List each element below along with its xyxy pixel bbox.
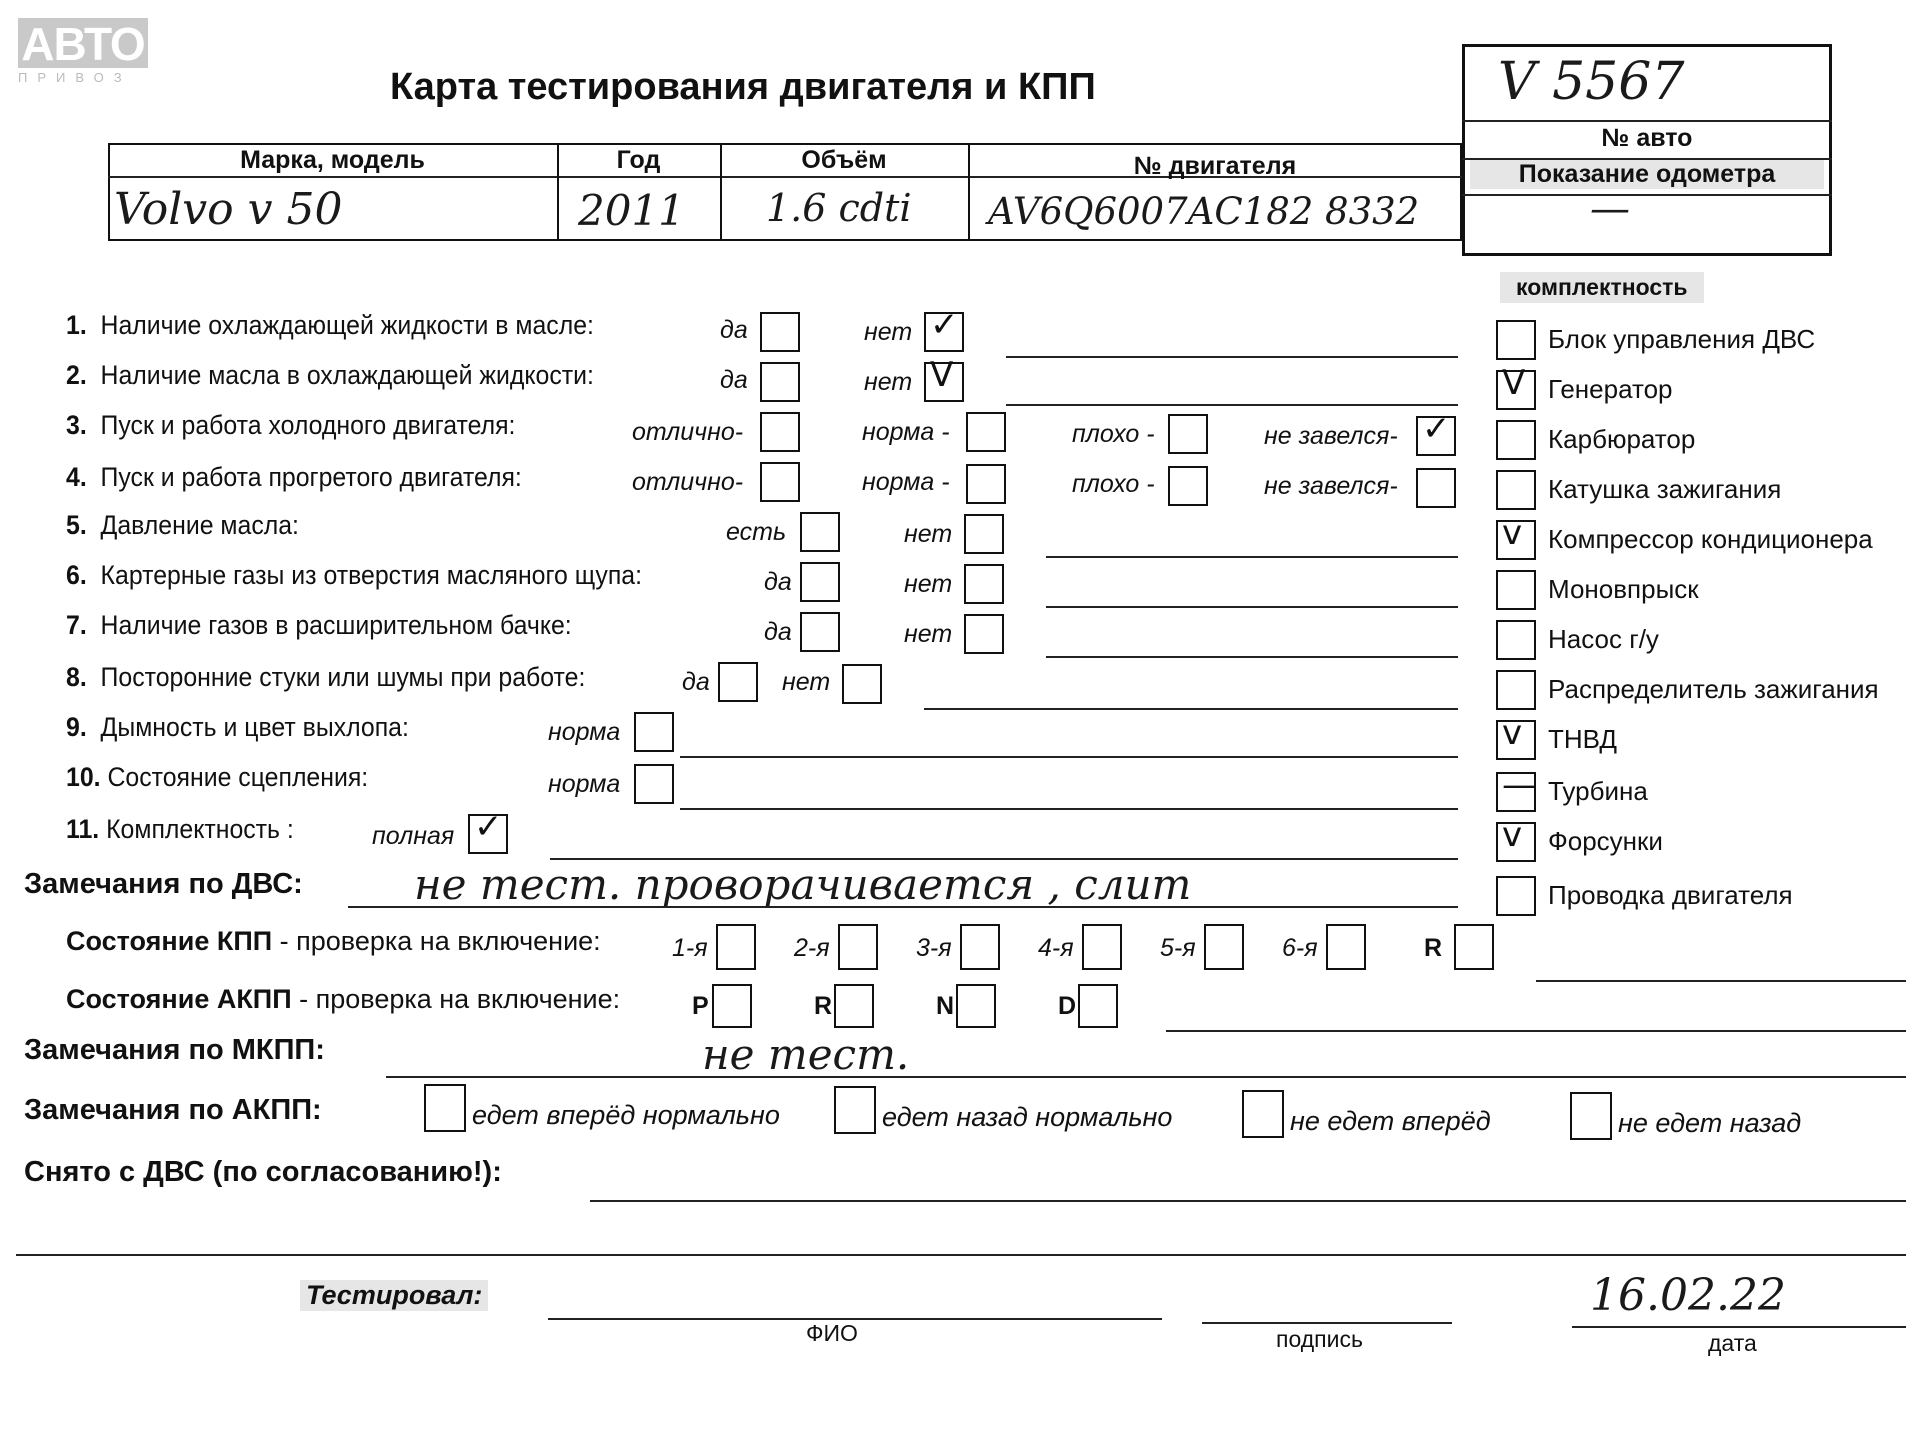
item-6 [66, 560, 642, 591]
completeness-checkbox[interactable] [1496, 765, 1536, 812]
item-number: 8. [66, 662, 87, 692]
date-label: дата [1708, 1330, 1757, 1356]
item-7-yes-checkbox[interactable] [800, 612, 840, 652]
completeness-checkbox[interactable] [1496, 320, 1536, 360]
comment-line[interactable] [1006, 356, 1458, 358]
item-label: Посторонние стуки или шумы при работе: [100, 662, 586, 692]
akpp-mode-label: P [692, 992, 709, 1020]
item-5-no-checkbox[interactable] [964, 514, 1004, 554]
completeness-item-label: Карбюратор [1548, 424, 1696, 454]
item-2 [66, 360, 594, 391]
option-label: да [720, 316, 748, 344]
item-number: 1. [66, 310, 87, 340]
remarks-engine-line[interactable] [348, 906, 1458, 908]
akpp-mode-checkbox[interactable] [956, 984, 996, 1028]
comment-line[interactable] [1046, 556, 1458, 558]
gear-checkbox[interactable] [960, 924, 1000, 970]
completeness-checkbox[interactable] [1496, 513, 1536, 560]
signature-line[interactable] [1202, 1322, 1452, 1324]
divider [1462, 194, 1832, 196]
item-3-bad-checkbox[interactable] [1168, 414, 1208, 454]
akpp-mode-checkbox[interactable] [1078, 984, 1118, 1028]
remarks-mkpp-label: Замечания по МКПП: [24, 1034, 325, 1066]
signature-label: подпись [1276, 1326, 1363, 1352]
akpp-label [66, 984, 620, 1015]
gear-checkbox[interactable] [1082, 924, 1122, 970]
completeness-item-label: Генератор [1548, 374, 1673, 404]
tested-by-label: Тестировал: [300, 1280, 488, 1311]
item-1 [66, 310, 594, 341]
item-label: Картерные газы из отверстия масляного щупа: [100, 560, 643, 590]
item-number: 9. [66, 712, 87, 742]
akpp-label-bold: Состояние АКПП [66, 984, 292, 1014]
gear-label: 6-я [1282, 934, 1318, 962]
item-number: 4. [66, 462, 87, 492]
item-5-yes-checkbox[interactable] [800, 512, 840, 552]
check-mark: V [1502, 363, 1526, 403]
completeness-item-label: Блок управления ДВС [1548, 324, 1816, 354]
item-1-yes-checkbox[interactable] [760, 312, 800, 352]
divider [1462, 120, 1832, 122]
item-11-full-checkbox[interactable] [468, 807, 508, 854]
akpp-backward-ok-label: едет назад нормально [882, 1102, 1173, 1132]
item-1-no-checkbox[interactable] [924, 305, 964, 352]
item-11 [66, 814, 294, 845]
option-label: нет [864, 318, 913, 346]
completeness-checkbox[interactable] [1496, 363, 1536, 410]
check-mark: ✓ [474, 807, 503, 847]
completeness-checkbox[interactable] [1496, 713, 1536, 760]
col-header-volume: Объём [801, 146, 887, 174]
value-year: 2011 [578, 186, 685, 235]
option-label: норма [548, 770, 621, 798]
option-label: нет [782, 668, 831, 696]
item-3 [66, 410, 515, 441]
check-mark: v [1502, 713, 1523, 753]
item-label: Наличие газов в расширительном бачке: [100, 610, 572, 640]
option-label: да [764, 568, 792, 596]
item-4-excellent-checkbox[interactable] [760, 462, 800, 502]
option-label: нет [904, 520, 953, 548]
completeness-item-label: Турбина [1548, 776, 1648, 806]
option-label: норма [548, 718, 621, 746]
item-4 [66, 462, 522, 493]
kpp-line[interactable] [1536, 980, 1906, 982]
gear-label: 3-я [916, 934, 952, 962]
item-7-no-checkbox[interactable] [964, 614, 1004, 654]
item-number: 6. [66, 560, 87, 590]
option-label: нет [904, 620, 953, 648]
item-label: Наличие охлаждающей жидкости в масле: [100, 310, 594, 340]
completeness-item-label: ТНВД [1548, 724, 1618, 754]
fio-label: ФИО [806, 1320, 858, 1346]
value-model: Volvo v 50 [114, 184, 343, 235]
item-8 [66, 662, 585, 693]
check-mark: V [930, 355, 954, 395]
comment-line[interactable] [680, 756, 1458, 758]
item-8-yes-checkbox[interactable] [718, 662, 758, 702]
option-label: не завелся- [1264, 472, 1398, 500]
kpp-label-rest: - проверка на включение: [272, 926, 601, 956]
comment-line[interactable] [1046, 656, 1458, 658]
item-label: Наличие масла в охлаждающей жидкости: [100, 360, 594, 390]
akpp-label-rest: - проверка на включение: [291, 984, 621, 1014]
check-mark: v [1502, 513, 1523, 553]
check-mark: ✓ [930, 305, 959, 345]
logo: АВТО [18, 18, 148, 68]
akpp-mode-label: N [936, 992, 955, 1020]
akpp-no-backward-checkbox[interactable] [1570, 1092, 1612, 1140]
akpp-line[interactable] [1166, 1030, 1906, 1032]
item-7 [66, 610, 572, 641]
completeness-item-label: Форсунки [1548, 826, 1663, 856]
col-header-model: Марка, модель [240, 146, 425, 174]
gear-label: 5-я [1160, 934, 1196, 962]
akpp-mode-label: D [1058, 992, 1077, 1020]
item-number: 10. [66, 762, 101, 792]
col-header-engine-number: № двигателя [1133, 152, 1297, 180]
option-label: плохо - [1072, 470, 1155, 498]
value-engine-number: AV6Q6007AC182 8332 [988, 190, 1420, 233]
item-10-normal-checkbox[interactable] [634, 764, 674, 804]
kpp-label [66, 926, 601, 957]
car-number-label: № авто [1601, 124, 1693, 152]
akpp-no-forward-label: не едет вперёд [1290, 1106, 1491, 1136]
gear-label: R [1424, 934, 1443, 962]
value-volume: 1.6 cdti [766, 186, 912, 230]
item-label: Дымность и цвет выхлопа: [100, 712, 409, 742]
akpp-no-backward-label: не едет назад [1618, 1108, 1802, 1138]
akpp-forward-ok-checkbox[interactable] [424, 1084, 466, 1132]
item-6-no-checkbox[interactable] [964, 564, 1004, 604]
item-4-normal-checkbox[interactable] [966, 464, 1006, 504]
option-label: да [682, 668, 710, 696]
option-label: отлично- [632, 468, 744, 496]
item-6-yes-checkbox[interactable] [800, 562, 840, 602]
gear-label: 2-я [794, 934, 830, 962]
kpp-label-bold: Состояние КПП [66, 926, 273, 956]
check-mark: — [1502, 765, 1536, 805]
akpp-mode-checkbox[interactable] [834, 984, 874, 1028]
option-label: есть [726, 518, 787, 546]
item-label: Пуск и работа холодного двигателя: [100, 410, 516, 440]
akpp-mode-checkbox[interactable] [712, 984, 752, 1028]
completeness-item-label: Моновпрыск [1548, 574, 1699, 604]
item-3-not-started-checkbox[interactable] [1416, 409, 1456, 456]
gear-checkbox[interactable] [716, 924, 756, 970]
gear-checkbox[interactable] [1326, 924, 1366, 970]
item-number: 5. [66, 510, 87, 540]
akpp-no-forward-checkbox[interactable] [1242, 1090, 1284, 1138]
item-5 [66, 510, 299, 541]
item-number: 3. [66, 410, 87, 440]
comment-line[interactable] [1046, 606, 1458, 608]
item-8-no-checkbox[interactable] [842, 664, 882, 704]
date-line[interactable] [1572, 1326, 1906, 1328]
item-4-not-started-checkbox[interactable] [1416, 468, 1456, 508]
item-3-excellent-checkbox[interactable] [760, 412, 800, 452]
gear-label: 4-я [1038, 934, 1074, 962]
completeness-checkbox[interactable] [1496, 876, 1536, 916]
item-label: Комплектность : [106, 814, 294, 844]
completeness-checkbox[interactable] [1496, 470, 1536, 510]
gear-checkbox[interactable] [838, 924, 878, 970]
item-number: 2. [66, 360, 87, 390]
option-label: норма - [862, 468, 950, 496]
option-label: отлично- [632, 418, 744, 446]
completeness-item-label: Насос г/у [1548, 624, 1659, 654]
item-9-normal-checkbox[interactable] [634, 712, 674, 752]
completeness-title: комплектность [1500, 272, 1704, 303]
item-9 [66, 712, 409, 743]
date-value: 16.02.22 [1590, 1270, 1786, 1321]
option-label: плохо - [1072, 420, 1155, 448]
removed-label: Снято с ДВС (по согласованию!): [24, 1156, 502, 1188]
col-header-year: Год [616, 146, 661, 174]
item-label: Давление масла: [100, 510, 299, 540]
removed-line[interactable] [590, 1200, 1906, 1202]
option-label: да [720, 366, 748, 394]
check-mark: ✓ [1422, 409, 1451, 449]
option-label: полная [372, 822, 455, 850]
section-divider [16, 1254, 1906, 1256]
item-number: 11. [66, 814, 100, 844]
comment-line[interactable] [680, 808, 1458, 810]
odometer-value: — [1590, 186, 1630, 232]
completeness-checkbox[interactable] [1496, 670, 1536, 710]
akpp-mode-label: R [814, 992, 833, 1020]
item-4-bad-checkbox[interactable] [1168, 466, 1208, 506]
logo-subtitle: ПРИВОЗ [18, 70, 132, 85]
completeness-checkbox[interactable] [1496, 570, 1536, 610]
completeness-checkbox[interactable] [1496, 420, 1536, 460]
completeness-checkbox[interactable] [1496, 815, 1536, 862]
completeness-checkbox[interactable] [1496, 620, 1536, 660]
remarks-engine-value: не тест. проворачивается , слит [414, 860, 1192, 909]
gear-label: 1-я [672, 934, 708, 962]
item-label: Пуск и работа прогретого двигателя: [100, 462, 522, 492]
item-10 [66, 762, 368, 793]
check-mark: v [1502, 815, 1523, 855]
completeness-item-label: Катушка зажигания [1548, 474, 1782, 504]
completeness-item-label: Компрессор кондиционера [1548, 524, 1873, 554]
completeness-item-label: Распределитель зажигания [1548, 674, 1879, 704]
remarks-akpp-label: Замечания по АКПП: [24, 1094, 322, 1126]
remarks-mkpp-value: не тест. [702, 1030, 910, 1079]
option-label: не завелся- [1264, 422, 1398, 450]
option-label: да [764, 618, 792, 646]
akpp-backward-ok-checkbox[interactable] [834, 1086, 876, 1134]
option-label: нет [904, 570, 953, 598]
car-number-value: V 5567 [1498, 52, 1685, 112]
odometer-label: Показание одометра [1470, 160, 1824, 189]
option-label: нет [864, 368, 913, 396]
akpp-forward-ok-label: едет вперёд нормально [472, 1100, 780, 1130]
item-2-no-checkbox[interactable] [924, 355, 964, 402]
item-number: 7. [66, 610, 87, 640]
gear-checkbox[interactable] [1204, 924, 1244, 970]
comment-line[interactable] [1006, 404, 1458, 406]
item-2-yes-checkbox[interactable] [760, 362, 800, 402]
remarks-mkpp-line[interactable] [386, 1076, 1906, 1078]
option-label: норма - [862, 418, 950, 446]
page-title: Карта тестирования двигателя и КПП [390, 66, 1096, 108]
comment-line[interactable] [924, 708, 1458, 710]
item-3-normal-checkbox[interactable] [966, 412, 1006, 452]
remarks-engine-label: Замечания по ДВС: [24, 868, 303, 900]
gear-checkbox[interactable] [1454, 924, 1494, 970]
completeness-item-label: Проводка двигателя [1548, 880, 1793, 910]
item-label: Состояние сцепления: [107, 762, 369, 792]
